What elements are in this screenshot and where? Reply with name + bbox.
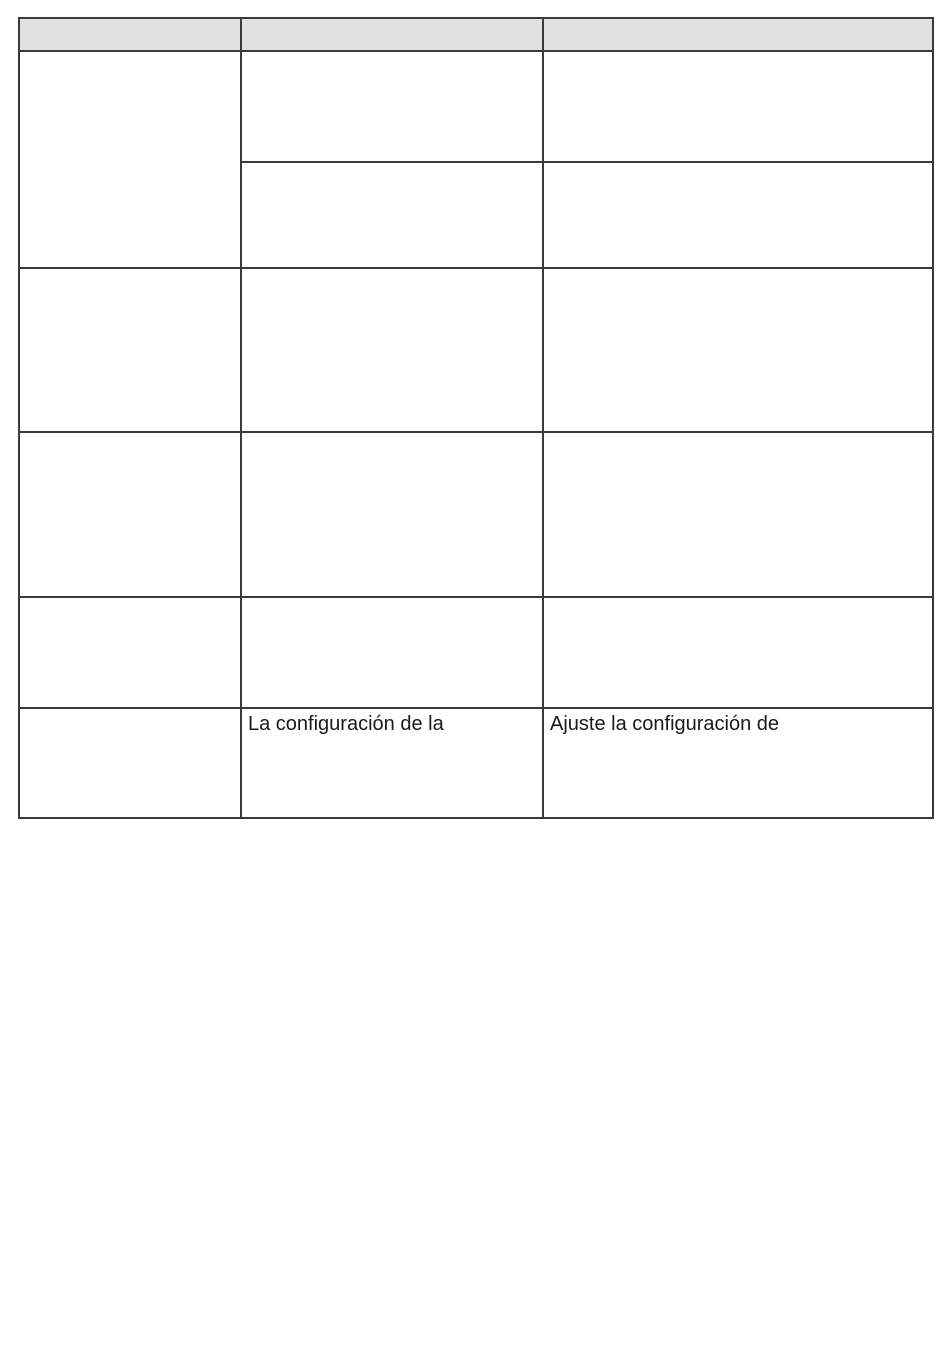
solution-cell	[543, 162, 933, 268]
table-row	[19, 51, 933, 162]
solution-cell	[543, 268, 933, 432]
table-row	[19, 268, 933, 432]
cause-cell	[241, 597, 543, 708]
problem-cell	[19, 597, 241, 708]
table-row	[19, 597, 933, 708]
table-row	[19, 432, 933, 597]
solution-cell	[543, 432, 933, 597]
cause-cell	[241, 432, 543, 597]
cause-cell: La configuración de la	[241, 708, 543, 818]
cause-cell	[241, 51, 543, 162]
solution-cell	[543, 51, 933, 162]
problem-cell	[19, 708, 241, 818]
header-cause	[241, 18, 543, 51]
header-problem	[19, 18, 241, 51]
cause-cell	[241, 162, 543, 268]
solution-cell	[543, 597, 933, 708]
problem-cell	[19, 432, 241, 597]
solution-cell: Ajuste la configuración de	[543, 708, 933, 818]
header-solution	[543, 18, 933, 51]
problem-cell	[19, 51, 241, 268]
problem-cell	[19, 268, 241, 432]
table-row	[19, 708, 933, 818]
table-header-row	[19, 18, 933, 51]
cause-cell	[241, 268, 543, 432]
troubleshooting-table	[18, 17, 934, 819]
